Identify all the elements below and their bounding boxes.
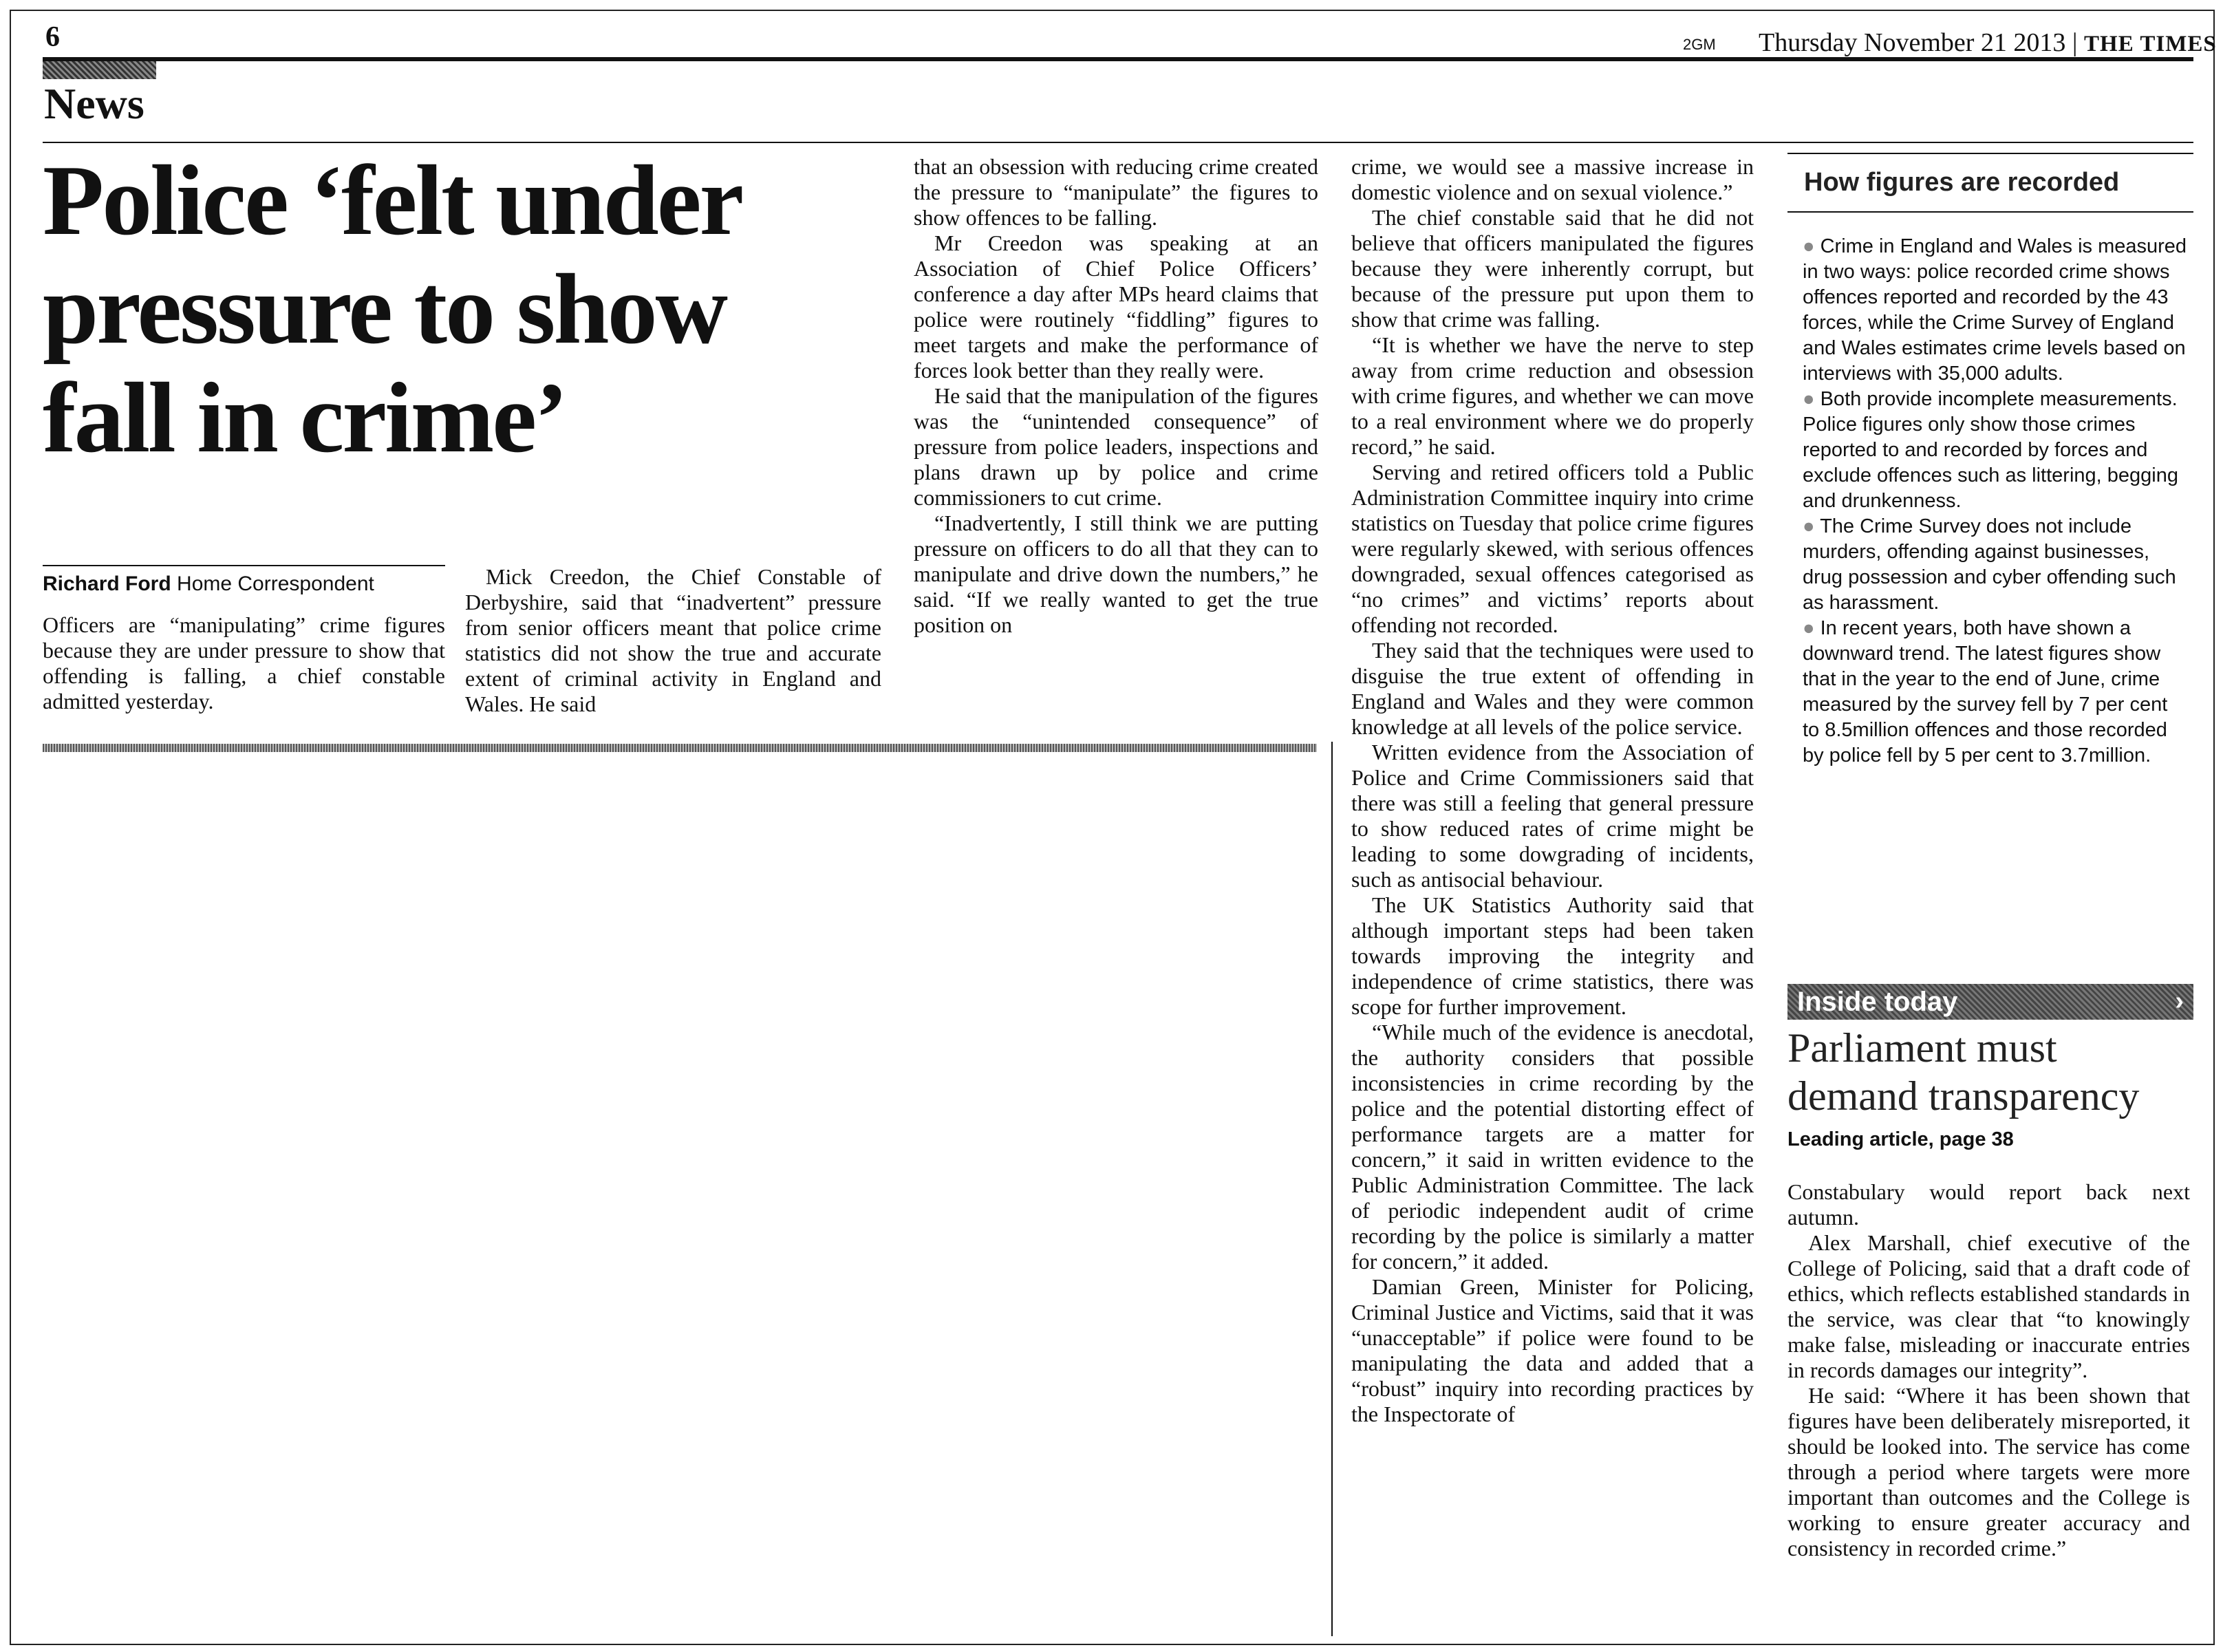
paper-name: THE TIMES (2084, 32, 2217, 56)
paragraph: Mr Creedon was speaking at an Association of Chief Police Officers’ conference a day after MPs heard claims that police were routinely “fiddling” figures to meet targets and make the performance of forces look better than they really were. (914, 230, 1318, 383)
sidebar-bullet: ● The Crime Survey does not include murders, offending against businesses, drug possession and cyber offending such as harassment. (1803, 515, 2176, 614)
paragraph: Officers are “manipulating” crime figures because they are under pressure to show that offending is falling, a chief constable admitted yesterday. (43, 612, 445, 714)
sidebar-title-rule (1787, 211, 2193, 213)
chevron-right-icon: › (2175, 987, 2184, 1016)
article-column-1 (43, 612, 445, 714)
bullet-icon: ● (1803, 388, 1815, 410)
headline-line-3: fall in crime’ (43, 362, 566, 473)
dateline-separator: | (2072, 28, 2078, 57)
byline-name: Richard Ford (43, 572, 171, 595)
paragraph: The chief constable said that he did not believe that officers manipulated the figures because they were inherently corrupt, but because of the pressure put upon them to show that crime was falling. (1351, 205, 1754, 332)
article-column-3 (914, 154, 1318, 638)
story-divider (43, 744, 1317, 752)
article-column-5 (1787, 1179, 2190, 1561)
paragraph: Damian Green, Minister for Policing, Criminal Justice and Victims, said that it was “unacceptable” if police were found to be manipulating the data and added that a “robust” inquiry into recording practices by the Inspectorate of (1351, 1274, 1754, 1426)
date-text: Thursday November 21 2013 (1759, 28, 2066, 57)
paragraph: that an obsession with reducing crime created the pressure to “manipulate” the figures to show offences to be falling. (914, 154, 1318, 230)
inside-today-headline[interactable] (1787, 1024, 2139, 1120)
headline (43, 146, 889, 472)
inside-today-label: Inside today (1797, 987, 1958, 1017)
inside-headline-line-2: demand transparency (1787, 1073, 2140, 1119)
paragraph: They said that the techniques were used to disguise the true extent of offending in England and Wales and they were common knowledge at all levels of the police service. (1351, 638, 1754, 739)
inside-headline-line-1: Parliament must (1787, 1025, 2057, 1071)
column-rule (1331, 742, 1333, 1636)
dateline (1759, 28, 2217, 58)
header-rule (43, 57, 2193, 61)
paragraph: The UK Statistics Authority said that although important steps had been taken towards improving the integrity and independence of crime statistics, there was scope for further improvement. (1351, 892, 1754, 1019)
article-column-2 (465, 564, 881, 717)
paragraph: Written evidence from the Association of Police and Crime Commissioners said that there was still a feeling that general pressure to show reduced rates of crime might be leading to some dowgrading of incidents, such as antisocial behaviour. (1351, 740, 1754, 892)
sidebar-bullet: ● Both provide incomplete measurements. Police figures only show those crimes reported to and recorded by forces and exclude offences such as littering, begging and drunkenness. (1803, 388, 2178, 512)
edition-code: 2GM (1683, 36, 1716, 53)
article-column-4 (1351, 154, 1754, 1427)
section-label: News (44, 79, 144, 128)
sidebar-top-rule (1787, 153, 2193, 154)
paragraph: Alex Marshall, chief executive of the College of Policing, said that a draft code of ethics, which reflects established standards in the service, was clear that “to knowingly make false, misleading or inaccurate entries in records damages our integrity”. (1787, 1230, 2190, 1382)
paragraph: He said that the manipulation of the figures was the “unintended consequence” of pressure from police leaders, inspections and plans drawn up by police and crime commissioners to cut crime. (914, 383, 1318, 510)
section-rule (43, 142, 2193, 143)
bullet-icon: ● (1803, 515, 1815, 537)
paragraph: Serving and retired officers told a Public Administration Committee inquiry into crime statistics on Tuesday that police crime figures were regularly skewed, with serious offences downgraded, sexual offences categorised as “no crimes” and victims’ reports about offending not recorded. (1351, 460, 1754, 637)
byline-rule (43, 565, 445, 566)
page-number: 6 (45, 21, 60, 53)
paragraph: crime, we would see a massive increase in domestic violence and on sexual violence.” (1351, 154, 1754, 204)
bullet-icon: ● (1803, 235, 1815, 257)
headline-line-2: pressure to show (43, 253, 727, 365)
byline-role: Home Correspondent (177, 572, 374, 595)
paragraph: He said: “Where it has been shown that figures have been deliberately misreported, it should be looked into. The service has come through a period where targets were more important than outcomes and the College is working to ensure greater accuracy and consistency in recorded crime.” (1787, 1383, 2190, 1560)
sidebar-body (1803, 234, 2188, 769)
sidebar-bullet: ● In recent years, both have shown a downward trend. The latest figures show that in the year to the end of June, crime measured by the survey fell by 7 per cent to 8.5million offences and those recorded by police fell by 5 per cent to 3.7million. (1803, 617, 2168, 766)
headline-line-1: Police ‘felt under (43, 144, 742, 256)
inside-today-banner (1787, 984, 2193, 1020)
paragraph: Mick Creedon, the Chief Constable of Derbyshire, said that “inadvertent” pressure from senior officers meant that police crime statistics did not show the true and accurate extent of criminal activity in England and Wales. He said (465, 564, 881, 716)
paragraph: “While much of the evidence is anecdotal, the authority considers that possible inconsistencies in crime recording by the police and the potential distorting effect of performance targets are a matter for concern,” it said in written evidence to the Public Administration Committee. The lack of periodic independent audit of crime recording by the police is similarly a matter for concern,” it added. (1351, 1020, 1754, 1274)
paragraph: “It is whether we have the nerve to step away from crime reduction and obsession with crime figures, and whether we can move to a real environment where we do properly record,” he said. (1351, 332, 1754, 459)
section-tab (43, 61, 156, 79)
byline (43, 572, 374, 596)
sidebar-bullet: ● Crime in England and Wales is measured in two ways: police recorded crime shows offences reported and recorded by the 43 forces, while the Crime Survey of England and Wales estimates crime levels based on interviews with 35,000 adults. (1803, 235, 2187, 385)
sidebar-title: How figures are recorded (1804, 168, 2120, 197)
inside-today-ref[interactable]: Leading article, page 38 (1787, 1128, 2014, 1150)
bullet-icon: ● (1803, 617, 1815, 639)
paragraph: Constabulary would report back next autumn. (1787, 1179, 2190, 1230)
paragraph: “Inadvertently, I still think we are putting pressure on officers to do all that they can to manipulate and drive down the numbers,” he said. “If we really wanted to get the true position on (914, 511, 1318, 637)
